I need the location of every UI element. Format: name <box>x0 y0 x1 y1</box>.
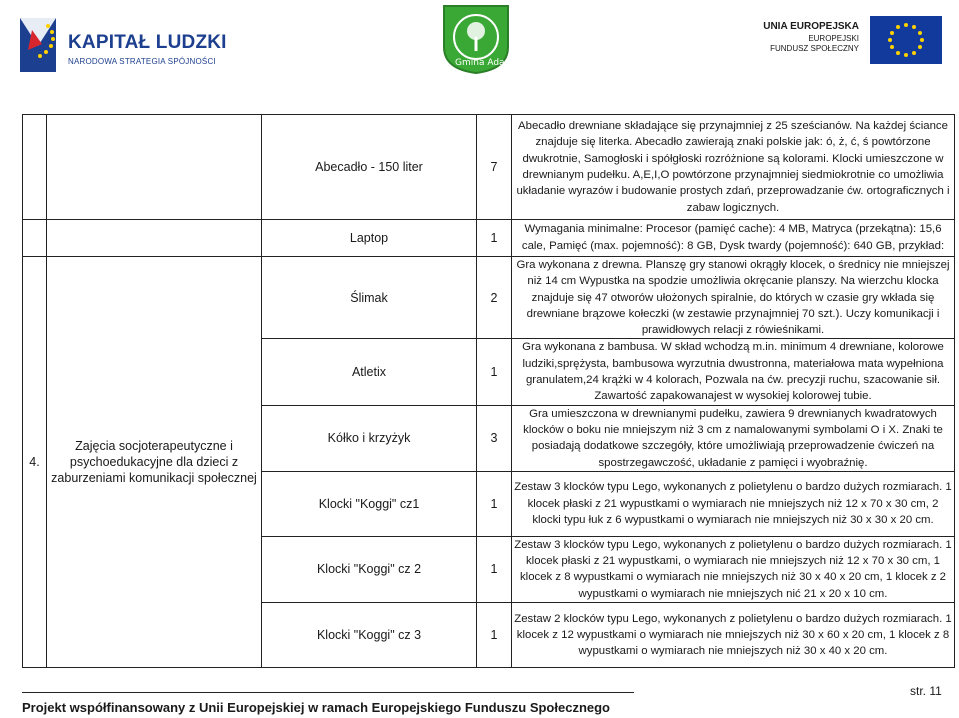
gmina-crest-icon <box>441 3 537 75</box>
row-index: 4. <box>23 257 47 668</box>
eu-flag-icon <box>870 16 942 64</box>
eu-logo-line3: FUNDUSZ SPOŁECZNY <box>770 44 859 53</box>
kapital-ludzki-logo <box>18 16 227 76</box>
table-row <box>23 220 955 257</box>
table-row <box>23 257 955 339</box>
item-description: Gra umieszczona w drewnianymi pudełku, zawiera 9 drewnianych kwadratowych klocków o boku nie mniejszym niż 3 cm z namalowanymi symbolami O i X. Znaki te posiadają dodatkowe szczegóły, które umożliwiają przeprowadzenie ćwiczeń na spostrzegawczość, układanie z pamięci i wyobraźnię. <box>512 405 955 471</box>
item-name: Atletix <box>262 339 477 405</box>
item-description: Zestaw 3 klocków typu Lego, wykonanych z polietylenu o bardzo dużych rozmiarach. 1 klocek płaski z 21 wypustkami, o wymiarach nie mniejszych niż 12 x 70 x 30 cm, 1 klocek z 8 wypustkami o wymiarach nie mniejszych niż 30 x 40 x 20 cm, 1 klocek z 2 wypustkami o wymiarach nie mniejszych nić 21 x 20 x 10 cm. <box>512 536 955 602</box>
empty-cell <box>23 220 47 257</box>
item-description-cell <box>512 220 955 257</box>
item-name: Abecadło - 150 liter <box>262 115 477 220</box>
eu-logo <box>752 16 952 66</box>
item-qty: 1 <box>477 220 512 257</box>
item-qty: 1 <box>477 471 512 536</box>
kapital-ludzki-subtitle: NARODOWA STRATEGIA SPÓJNOŚCI <box>68 57 216 66</box>
item-description: Zestaw 2 klocków typu Lego, wykonanych z polietylenu o bardzo dużych rozmiarach. 1 klocek z 12 wypustkami o wymiarach nie mniejszych niż 30 x 60 x 20 cm, 1 klocek z 8 wypustkami o wymiarach nie mniejszych niż 30 x 40 x 20 cm. <box>512 603 955 668</box>
page-header <box>0 0 959 100</box>
item-name: Klocki "Koggi" cz 3 <box>262 603 477 668</box>
item-description: Zestaw 3 klocków typu Lego, wykonanych z polietylenu o bardzo dużych rozmiarach. 1 klocek płaski z 21 wypustkami o wymiarach nie mniejszych niż 12 x 70 x 30 cm, 2 klocki typu łuk z 6 wypustkami o wymiarach nie mniejszych niż 30 x 30 x 20 cm. <box>512 471 955 536</box>
item-description: Gra wykonana z drewna. Planszę gry stanowi okrągły klocek, o średnicy nie mniejszej niż 14 cm Wypustka na spodzie umożliwia okręcanie planszy. Na wierzchu klocka znajduje się 47 otworów ułożonych spiralnie, do których w czasie gry wkłada się drewniane brązowe kołeczki (w zestawie przynajmniej 70 szt.). Uczy komunikacji i prawidłowych relacji z rówieśnikami. <box>512 257 955 339</box>
gmina-logo <box>441 3 537 75</box>
item-name: Laptop <box>262 220 477 257</box>
table-row <box>23 115 955 220</box>
kapital-ludzki-mark-icon <box>18 16 62 74</box>
empty-cell <box>23 115 47 220</box>
subject-cell: Zajęcia socjoterapeutyczne i psychoedukacyjne dla dzieci z zaburzeniami komunikacji społecznej <box>47 257 262 668</box>
eu-logo-line1: UNIA EUROPEJSKA <box>763 21 859 32</box>
empty-cell <box>47 115 262 220</box>
footer-divider <box>22 692 634 693</box>
item-qty: 3 <box>477 405 512 471</box>
footer-text: Projekt współfinansowany z Unii Europejskiej w ramach Europejskiego Funduszu Społecznego <box>22 700 611 715</box>
item-name: Klocki "Koggi" cz 2 <box>262 536 477 602</box>
item-qty: 7 <box>477 115 512 220</box>
page-number: str. 11 <box>910 684 942 698</box>
item-qty: 1 <box>477 603 512 668</box>
item-name: Klocki "Koggi" cz1 <box>262 471 477 536</box>
empty-cell <box>47 220 262 257</box>
item-description: Gra wykonana z bambusa. W skład wchodzą m.in. minimum 4 drewniane, kolorowe ludziki,sprężysta, bambusowa wyrzutnia dwustronna, materiałowa mata wypełniona granulatem,24 krążki w 4 kolorach, Pozwala na ćw. precyzji ruchu, szacowanie sił. Zawartość zapakowanajest w wysokiej kolorowej tubie. <box>512 339 955 405</box>
eu-logo-line2: EUROPEJSKI <box>808 34 859 43</box>
item-description: Wymagania minimalne: Procesor (pamięć cache): 4 MB, Matryca (przekątna): 15,6 cale, Pamięć (max. pojemność): 8 GB, Dysk twardy (pojemność): 640 GB, przykład: <box>521 223 945 252</box>
item-qty: 1 <box>477 536 512 602</box>
item-name: Ślimak <box>262 257 477 339</box>
item-description: Abecadło drewniane składające się przynajmniej z 25 sześcianów. Na każdej ściance znajduje się literka. Abecadło zawierają znaki polskie jak: ó, ż, ć, ś powtórzone dwukrotnie, Samogłoski i spółgłoski rozróżnione są kolorami. Klocki umieszczone w drewnianym pudełku. A,E,I,O powtórzone przynajmniej siedmiokrotnie co umożliwia układanie wyrazów i budowanie prostych zdań, przeprowadzanie ćw. ortograficznych i zabaw logicznych. <box>512 115 955 220</box>
specification-table <box>22 114 955 668</box>
item-name: Kółko i krzyżyk <box>262 405 477 471</box>
kapital-ludzki-title: KAPITAŁ LUDZKI <box>68 32 227 53</box>
gmina-logo-text: Gmina Adamówka <box>455 58 537 68</box>
item-qty: 2 <box>477 257 512 339</box>
item-qty: 1 <box>477 339 512 405</box>
